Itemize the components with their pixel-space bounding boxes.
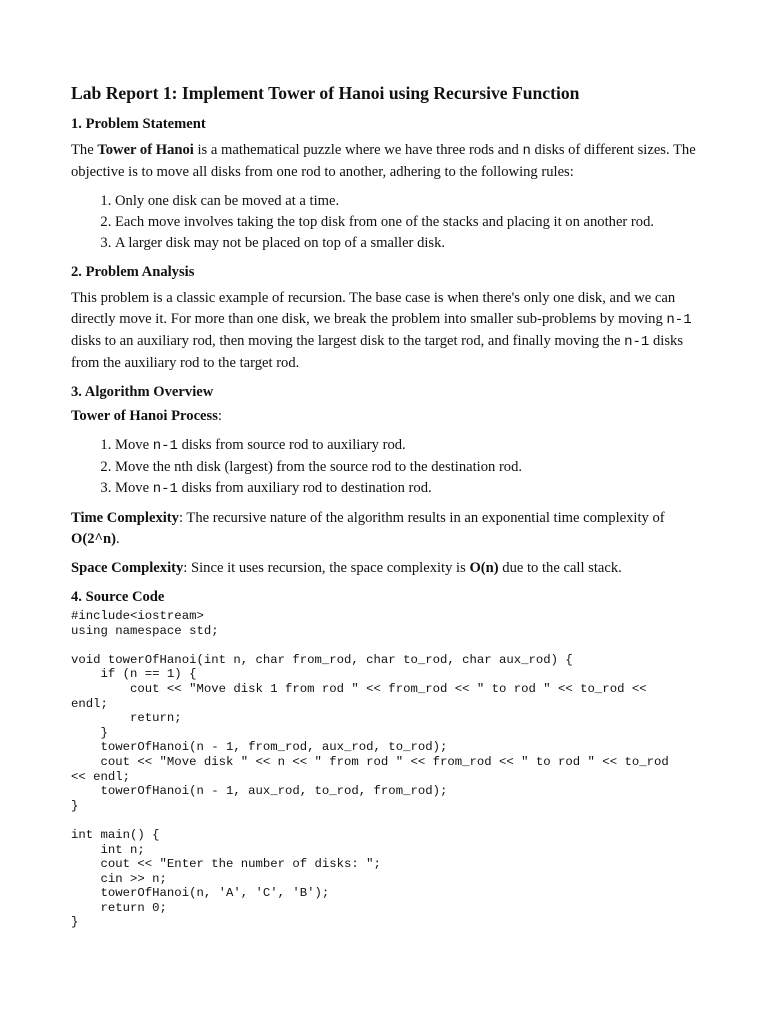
process-label: Tower of Hanoi Process <box>71 408 218 424</box>
space-complexity-label: Space Complexity <box>71 560 184 576</box>
time-complexity-paragraph: Time Complexity: The recursive nature of the algorithm results in an exponential time complexity of O(2^n). <box>71 510 665 547</box>
process-steps-list <box>71 435 699 500</box>
problem-analysis-paragraph: This problem is a classic example of recursion. The base case is when there's only one disk, and we can directly move it. For more than one disk, we break the problem into smaller sub-problems by moving n-1 disks to an auxiliary rod, then moving the largest disk to the target rod, and finally moving the n-1 disks from the auxiliary rod to the target rod. <box>71 290 692 371</box>
space-complexity-paragraph: Space Complexity: Since it uses recursion, the space complexity is O(n) due to the call stack. <box>71 560 622 576</box>
section-heading-problem-analysis: 2. Problem Analysis <box>71 264 195 280</box>
tower-of-hanoi-term: Tower of Hanoi <box>97 142 194 158</box>
list-item: 3. Move n-1 disks from auxiliary rod to destination rod. <box>115 478 699 500</box>
section-heading-problem-statement: 1. Problem Statement <box>71 116 206 132</box>
list-item: 1. Only one disk can be moved at a time. <box>115 191 699 212</box>
time-complexity-label: Time Complexity <box>71 510 179 526</box>
source-code-block: #include<iostream> using namespace std; void towerOfHanoi(int n, char from_rod, char to_rod, char aux_rod) { if (n == 1) { cout << "Move disk 1 from rod " << from_rod << " to rod " << to_rod << endl; return; } towerOfHanoi(n - 1, from_rod, aux_rod, to_rod); cout << "Move disk " << n << " from rod " << from_rod << " to rod " << to_rod << endl; towerOfHanoi(n - 1, aux_rod, to_rod, from_rod); } int main() { int n; cout << "Enter the number of disks: "; cin >> n; towerOfHanoi(n, 'A', 'C', 'B'); return 0; } <box>71 609 669 930</box>
page-title: Lab Report 1: Implement Tower of Hanoi using Recursive Function <box>71 83 580 103</box>
section-heading-algorithm-overview: 3. Algorithm Overview <box>71 384 214 400</box>
rules-list <box>71 191 699 254</box>
inline-code: n-1 <box>152 481 178 497</box>
inline-code: n-1 <box>666 312 692 328</box>
document-page <box>71 80 699 930</box>
inline-code: n <box>522 143 531 159</box>
inline-code: n-1 <box>624 334 650 350</box>
list-item: 1. Move n-1 disks from source rod to auxiliary rod. <box>115 435 699 457</box>
section-heading-source-code: 4. Source Code <box>71 589 165 605</box>
list-item: 3. A larger disk may not be placed on top of a smaller disk. <box>115 233 699 254</box>
list-item: 2. Move the nth disk (largest) from the source rod to the destination rod. <box>115 457 699 478</box>
process-label-line: Tower of Hanoi Process: <box>71 408 222 424</box>
time-complexity-value: O(2^n) <box>71 531 116 547</box>
problem-statement-paragraph: The Tower of Hanoi is a mathematical puzzle where we have three rods and n disks of different sizes. The objective is to move all disks from one rod to another, adhering to the following rules: <box>71 142 696 180</box>
list-item: 2. Each move involves taking the top disk from one of the stacks and placing it on another rod. <box>115 212 699 233</box>
inline-code: n-1 <box>152 438 178 454</box>
space-complexity-value: O(n) <box>469 560 499 576</box>
